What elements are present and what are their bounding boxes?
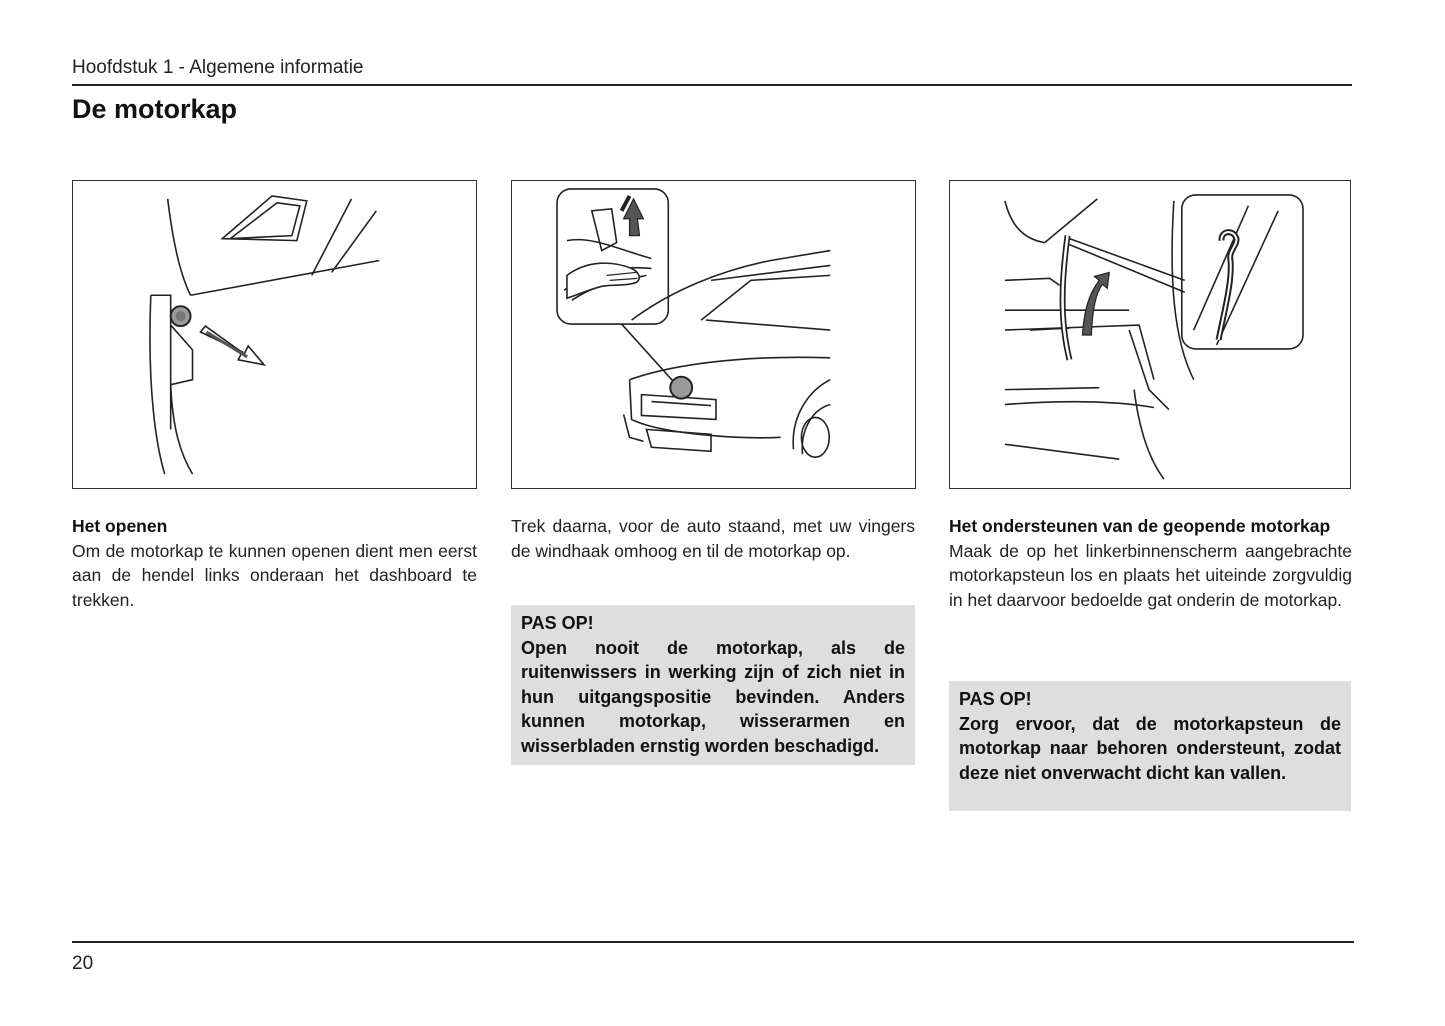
hood-safety-catch-drawing [512,181,915,488]
warning-text: Zorg ervoor, dat de motorkapsteun de motorkap naar behoren ondersteunt, zodat deze niet onverwacht dicht kan vallen. [959,713,1341,783]
page-title: De motorkap [72,94,238,124]
warning-title: PAS OP! [521,613,594,633]
catch-location-marker [670,377,692,399]
page-number: 20 [72,953,94,974]
warning-title: PAS OP! [959,689,1032,709]
hood-release-lever-drawing [73,181,476,488]
support-rod [1063,232,1237,360]
hood-support-rod-illustration [949,180,1351,489]
section-text: Maak de op het linkerbinnenscherm aangebrachte motorkapsteun los en plaats het uiteinde zorgvuldig in het daarvoor bedoelde gat onderin de motorkap. [949,540,1352,610]
footer-rule [72,941,1354,943]
section-catch [511,514,915,563]
section-heading: Het openen [72,516,168,536]
section-opening [72,514,477,612]
release-lever-knob [171,306,191,326]
section-text: Om de motorkap te kunnen openen dient men eerst aan de hendel links onderaan het dashboard te trekken. [72,540,477,610]
section-text: Trek daarna, voor de auto staand, met uw vingers de windhaak omhoog en til de motorkap op. [511,516,915,561]
hood-safety-catch-illustration [511,180,916,489]
warning-text: Open nooit de motorkap, als de ruitenwissers in werking zijn of zich niet in hun uitgangspositie bevinden. Anders kunnen motorkap, wisserarmen en wisserbladen ernstig worden beschadigd. [521,637,905,756]
pull-direction-arrow [200,326,264,365]
hand-icon [567,263,639,298]
section-heading: Het ondersteunen van de geopende motorkap [949,516,1331,536]
hood-support-rod-drawing [950,181,1350,488]
warning-box [511,605,915,765]
hood-release-lever-illustration [72,180,477,489]
section-support [949,514,1352,612]
chapter-header: Hoofdstuk 1 - Algemene informatie [72,57,364,78]
warning-box [949,681,1351,811]
header-rule [72,84,1352,86]
